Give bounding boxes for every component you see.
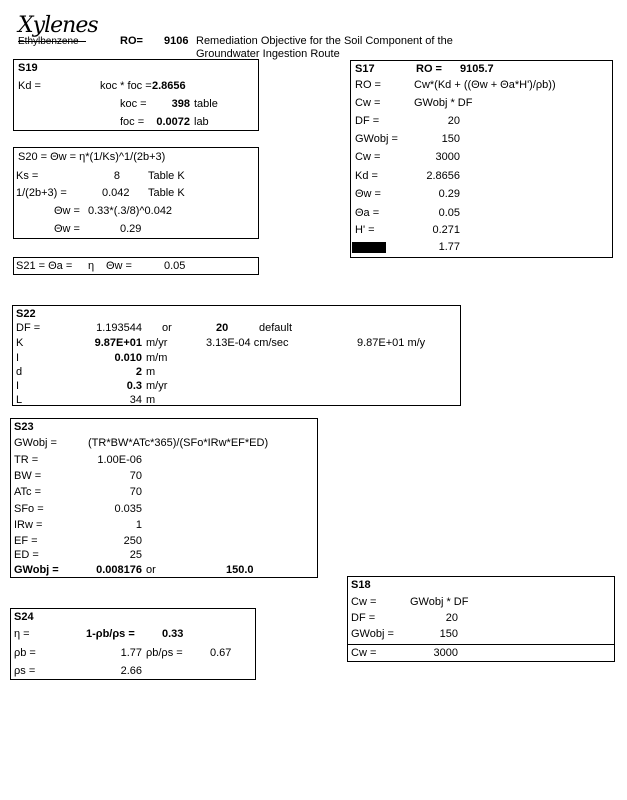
s18-row-label: GWobj = bbox=[351, 628, 394, 640]
s18-row-value: GWobj * DF bbox=[410, 596, 469, 608]
s22-k-unit: m/yr bbox=[146, 337, 168, 349]
s22-i-value: 0.010 bbox=[114, 352, 142, 364]
s18-box bbox=[347, 576, 615, 662]
s23-or: or bbox=[146, 564, 156, 576]
s18-row-value: 20 bbox=[445, 612, 458, 624]
s23-row-value: 0.035 bbox=[114, 503, 142, 515]
s23-row-label: IRw = bbox=[14, 519, 43, 531]
s23-result-value: 0.008176 bbox=[96, 564, 142, 576]
s21-tw-label: Θw = bbox=[106, 260, 132, 272]
s22-or: or bbox=[162, 322, 172, 334]
struck-chemical-name: Ethylbenzene bbox=[18, 36, 79, 47]
s19-foc-source: lab bbox=[194, 116, 209, 128]
s17-row-label: Θa = bbox=[355, 207, 380, 219]
s22-k-cms: 3.13E-04 cm/sec bbox=[206, 337, 289, 349]
handwritten-chemical-name: Xylenes bbox=[18, 13, 98, 38]
s17-row-label: DF = bbox=[355, 115, 380, 127]
s23-row-value: 1 bbox=[135, 519, 142, 531]
s23-row-value: 1.00E-06 bbox=[97, 454, 142, 466]
header-ro-label: RO= bbox=[120, 35, 143, 47]
s22-default-label: default bbox=[259, 322, 293, 334]
s17-row-value: 0.05 bbox=[438, 207, 460, 219]
header-title-line1: Remediation Objective for the Soil Component of the bbox=[196, 35, 453, 47]
s20-exp-source: Table K bbox=[148, 187, 185, 199]
strikethrough-line bbox=[18, 41, 86, 42]
s23-row-value: 70 bbox=[129, 470, 142, 482]
s22-k-alt: 9.87E+01 m/y bbox=[357, 337, 426, 349]
s18-row-label: Cw = bbox=[351, 596, 377, 608]
s18-divider bbox=[348, 644, 614, 645]
header-ro-value: 9106 bbox=[164, 35, 189, 47]
s21-eta: η bbox=[88, 260, 95, 272]
s20-exp-label: 1/(2b+3) = bbox=[16, 187, 67, 199]
s17-row-label: GWobj = bbox=[355, 133, 398, 145]
s20-formula: S20 = Θw = η*(1/Ks)^1/(2b+3) bbox=[18, 151, 166, 163]
header-title-line2: Groundwater Ingestion Route bbox=[196, 48, 340, 60]
s17-row-value: 20 bbox=[447, 115, 460, 127]
s22-l-value: 34 bbox=[129, 394, 142, 406]
s22-i2-value: 0.3 bbox=[126, 380, 142, 392]
s17-ro-value: 9105.7 bbox=[460, 63, 494, 75]
s19-kd-label: Kd = bbox=[18, 80, 41, 92]
s17-row-value: 3000 bbox=[435, 151, 460, 163]
s20-ks-value: 8 bbox=[113, 170, 120, 182]
s17-row-label: RO = bbox=[355, 79, 381, 91]
redaction-bar bbox=[352, 242, 386, 253]
s17-row-value: Cw*(Kd + ((Θw + Θa*H')/ρb)) bbox=[414, 79, 556, 91]
s23-heading: S23 bbox=[14, 421, 34, 433]
s22-df-label: DF = bbox=[16, 322, 41, 334]
s17-heading: S17 bbox=[355, 63, 375, 75]
s23-row-label: ED = bbox=[14, 549, 39, 561]
s21-value: 0.05 bbox=[164, 260, 186, 272]
s19-kd-value: 2.8656 bbox=[152, 80, 186, 92]
s22-i2-label: I bbox=[16, 380, 20, 392]
s22-d-label: d bbox=[16, 366, 23, 378]
s22-d-value: 2 bbox=[135, 366, 142, 378]
s24-eta-value: 0.33 bbox=[162, 628, 184, 640]
s17-row-value: GWobj * DF bbox=[414, 97, 473, 109]
s23-result-label: GWobj = bbox=[14, 564, 59, 576]
s23-row-value: 25 bbox=[129, 549, 142, 561]
s24-eta-label: η = bbox=[14, 628, 30, 640]
s22-df-value: 1.193544 bbox=[96, 322, 142, 334]
s17-row-label: Θw = bbox=[355, 188, 381, 200]
s19-koc-source: table bbox=[194, 98, 218, 110]
s20-tw-label: Θw = bbox=[54, 223, 80, 235]
s23-row-label: TR = bbox=[14, 454, 39, 466]
s17-row-label: Cw = bbox=[355, 97, 381, 109]
s23-gw-formula: (TR*BW*ATc*365)/(SFo*IRw*EF*ED) bbox=[88, 437, 269, 449]
s21-formula: S21 = Θa = bbox=[16, 260, 73, 272]
s20-tw-formula: 0.33*(.3/8)^0.042 bbox=[88, 205, 173, 217]
s22-i2-unit: m/yr bbox=[146, 380, 168, 392]
s17-row-label: Cw = bbox=[355, 151, 381, 163]
s17-row-value: 150 bbox=[441, 133, 460, 145]
s24-pb-label: ρb = bbox=[14, 647, 36, 659]
s18-heading: S18 bbox=[351, 579, 371, 591]
s23-gw-label: GWobj = bbox=[14, 437, 57, 449]
s24-ratio-label: ρb/ρs = bbox=[146, 647, 183, 659]
s20-exp-value: 0.042 bbox=[102, 187, 130, 199]
s17-row-value: 2.8656 bbox=[426, 170, 460, 182]
s22-k-label: K bbox=[16, 337, 24, 349]
s22-k-value: 9.87E+01 bbox=[94, 337, 142, 349]
s19-foc-value: 0.0072 bbox=[156, 116, 190, 128]
s20-ks-label: Ks = bbox=[16, 170, 39, 182]
s18-row-value: 150 bbox=[439, 628, 458, 640]
s23-row-value: 70 bbox=[129, 486, 142, 498]
s20-tw-formula-label: Θw = bbox=[54, 205, 80, 217]
s24-ps-value: 2.66 bbox=[120, 665, 142, 677]
s22-i-unit: m/m bbox=[146, 352, 168, 364]
s23-row-value: 250 bbox=[123, 535, 142, 547]
s23-row-label: EF = bbox=[14, 535, 38, 547]
s24-eta-formula: 1-ρb/ρs = bbox=[86, 628, 135, 640]
s19-foc-label: foc = bbox=[120, 116, 145, 128]
s18-row-label: DF = bbox=[351, 612, 376, 624]
s17-row-value: 1.77 bbox=[438, 241, 460, 253]
s22-l-unit: m bbox=[146, 394, 156, 406]
s22-heading: S22 bbox=[16, 308, 36, 320]
s19-koc-label: koc = bbox=[120, 98, 147, 110]
s22-box bbox=[12, 305, 461, 406]
s18-row-value: 3000 bbox=[433, 647, 458, 659]
s23-result-alt: 150.0 bbox=[226, 564, 254, 576]
s18-row-label: Cw = bbox=[351, 647, 377, 659]
s20-ks-source: Table K bbox=[148, 170, 185, 182]
s24-pb-value: 1.77 bbox=[120, 647, 142, 659]
s24-heading: S24 bbox=[14, 611, 34, 623]
s17-row-label: H' = bbox=[355, 224, 375, 236]
s24-ps-label: ρs = bbox=[14, 665, 36, 677]
s17-row-value: 0.271 bbox=[432, 224, 460, 236]
s17-ro-label: RO = bbox=[416, 63, 442, 75]
s22-df-default: 20 bbox=[216, 322, 229, 334]
s23-row-label: SFo = bbox=[14, 503, 44, 515]
s22-d-unit: m bbox=[146, 366, 156, 378]
s19-koc-value: 398 bbox=[171, 98, 190, 110]
s17-row-value: 0.29 bbox=[438, 188, 460, 200]
s19-kd-formula: koc * foc = bbox=[100, 80, 152, 92]
s23-row-label: ATc = bbox=[14, 486, 42, 498]
s22-i-label: I bbox=[16, 352, 20, 364]
s19-heading: S19 bbox=[18, 62, 38, 74]
s20-tw-value: 0.29 bbox=[120, 223, 142, 235]
s17-row-label: Kd = bbox=[355, 170, 378, 182]
s23-row-label: BW = bbox=[14, 470, 42, 482]
s22-l-label: L bbox=[16, 394, 23, 406]
s24-ratio-value: 0.67 bbox=[210, 647, 232, 659]
